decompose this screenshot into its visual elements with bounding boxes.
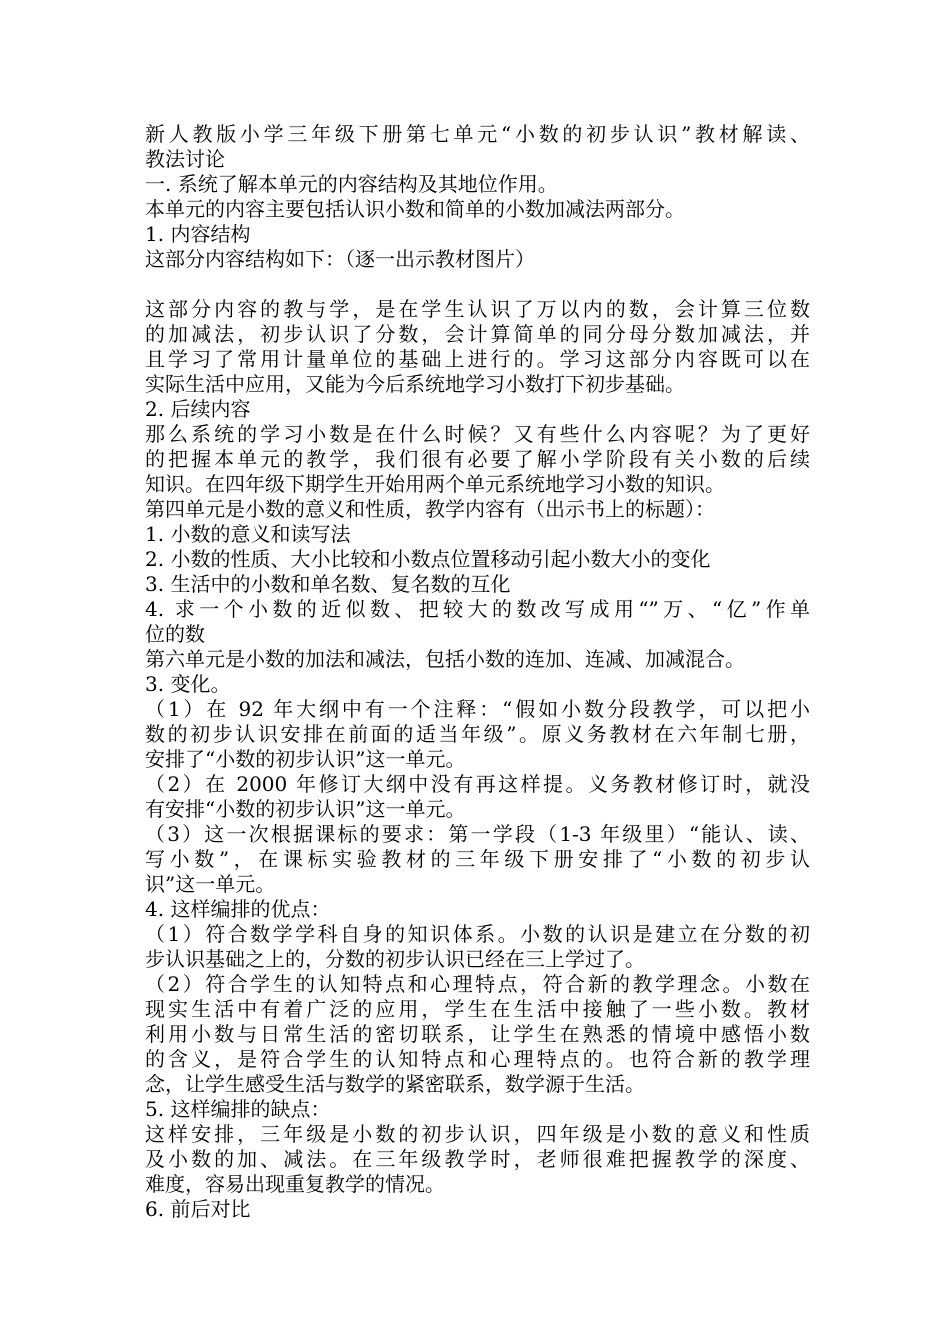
list-item: 2. 小数的性质、大小比较和小数点位置移动引起小数大小的变化	[145, 547, 711, 571]
subheading-changes: 3. 变化。	[145, 672, 231, 696]
text-line: 的含义，是符合学生的认知特点和心理特点的。也符合新的教学理	[145, 1047, 810, 1071]
text-line: 这部分内容的教与学，是在学生认识了万以内的数，会计算三位数	[145, 297, 810, 321]
text-line: 有安排“小数的初步认识”这一单元。	[145, 797, 466, 821]
text-line: 本单元的内容主要包括认识小数和简单的小数加减法两部分。	[145, 197, 685, 221]
text-line: 实际生活中应用，又能为今后系统地学习小数打下初步基础。	[145, 372, 685, 396]
text-line: （3）这一次根据课标的要求：第一学段（1-3 年级里）“能认、读、	[145, 822, 810, 846]
text-line: 那么系统的学习小数是在什么时候？又有些什么内容呢？为了更好	[145, 422, 810, 446]
text-line: 且学习了常用计量单位的基础上进行的。学习这部分内容既可以在	[145, 347, 810, 371]
text-line: 步认识基础之上的，分数的初步认识已经在三上学过了。	[145, 947, 645, 971]
list-item: 1. 小数的意义和读写法	[145, 522, 351, 546]
text-line: 念，让学生感受生活与数学的紧密联系，数学源于生活。	[145, 1072, 645, 1096]
subheading-advantages: 4. 这样编排的优点：	[145, 897, 331, 921]
text-line: 安排了“小数的初步认识”这一单元。	[145, 747, 466, 771]
list-item-continued: 位的数	[145, 622, 205, 646]
section-heading-1: 一. 系统了解本单元的内容结构及其地位作用。	[145, 172, 558, 196]
text-line: 及小数的加、减法。在三年级教学时，老师很难把握教学的深度、	[145, 1147, 810, 1171]
text-line: 的加减法，初步认识了分数，会计算简单的同分母分数加减法，并	[145, 322, 810, 346]
subheading-content-structure: 1. 内容结构	[145, 222, 251, 246]
title-line-2: 教法讨论	[145, 147, 225, 171]
title-line-1: 新人教版小学三年级下册第七单元“小数的初步认识”教材解读、	[145, 122, 810, 146]
blank-line	[145, 272, 810, 297]
subheading-follow-up: 2. 后续内容	[145, 397, 251, 421]
text-line: 写小数”，在课标实验教材的三年级下册安排了“小数的初步认	[145, 847, 810, 871]
list-item: 3. 生活中的小数和单名数、复名数的互化	[145, 572, 511, 596]
text-line: 识”这一单元。	[145, 872, 276, 896]
text-line: 知识。在四年级下期学生开始用两个单元系统地学习小数的知识。	[145, 472, 725, 496]
text-line: （1）符合数学学科自身的知识体系。小数的认识是建立在分数的初	[145, 922, 810, 946]
text-line: 这部分内容结构如下：（逐一出示教材图片）	[145, 247, 535, 271]
list-item: 4. 求一个小数的近似数、把较大的数改写成用“”万、“亿”作单	[145, 597, 810, 621]
text-line: （1）在 92 年大纲中有一个注释：“假如小数分段教学，可以把小	[145, 697, 810, 721]
subheading-comparison: 6. 前后对比	[145, 1197, 251, 1221]
text-line: 第四单元是小数的意义和性质，教学内容有（出示书上的标题）：	[145, 497, 715, 521]
text-line: 这样安排，三年级是小数的初步认识，四年级是小数的意义和性质	[145, 1122, 810, 1146]
text-line: （2）在 2000 年修订大纲中没有再这样提。义务教材修订时，就没	[145, 772, 810, 796]
subheading-disadvantages: 5. 这样编排的缺点：	[145, 1097, 331, 1121]
text-line: 的把握本单元的教学，我们很有必要了解小学阶段有关小数的后续	[145, 447, 810, 471]
text-line: （2）符合学生的认知特点和心理特点，符合新的教学理念。小数在	[145, 972, 810, 996]
text-line: 难度，容易出现重复教学的情况。	[145, 1172, 445, 1196]
text-line: 数的初步认识安排在前面的适当年级”。原义务教材在六年制七册，	[145, 722, 810, 746]
text-line: 第六单元是小数的加法和减法，包括小数的连加、连减、加减混合。	[145, 647, 745, 671]
document-body	[145, 122, 810, 1222]
text-line: 现实生活中有着广泛的应用，学生在生活中接触了一些小数。教材	[145, 997, 810, 1021]
text-line: 利用小数与日常生活的密切联系，让学生在熟悉的情境中感悟小数	[145, 1022, 810, 1046]
